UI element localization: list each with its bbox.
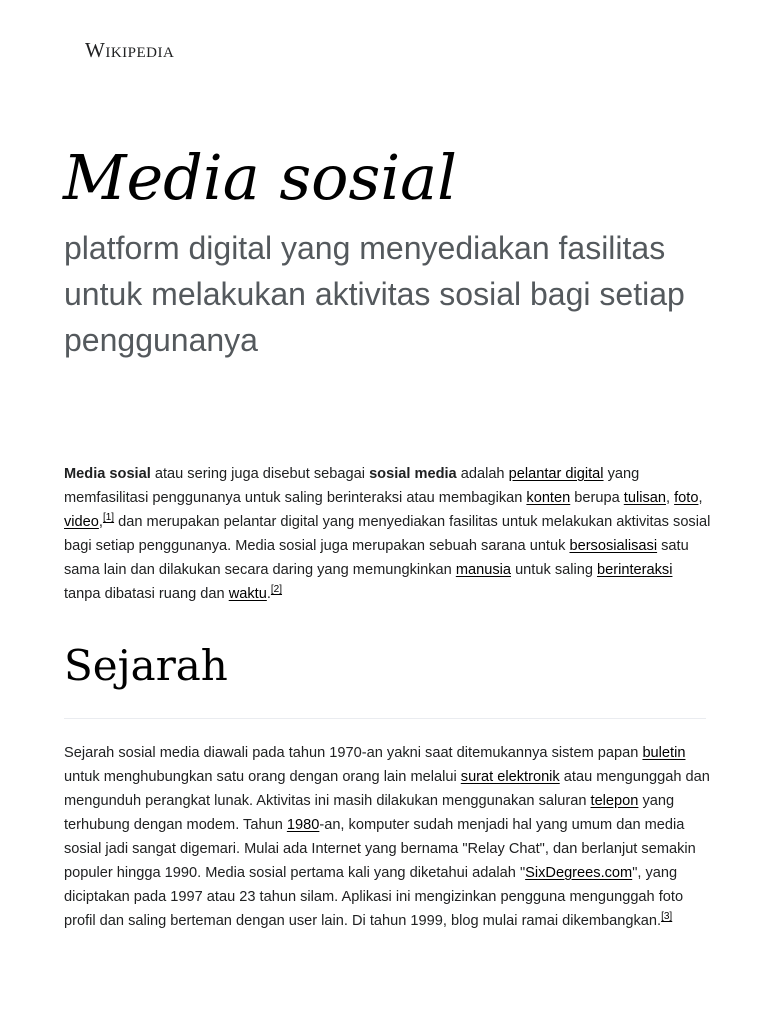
text: , — [698, 490, 703, 506]
text: atau sering juga disebut sebagai — [150, 466, 370, 482]
link-foto[interactable]: foto — [674, 490, 699, 506]
section-heading-sejarah[interactable]: Sejarah — [64, 641, 228, 690]
link-tulisan[interactable]: tulisan — [623, 490, 666, 506]
text: Sejarah sosial media diawali pada tahun 1970-an yakni saat ditemukannya sistem papan — [64, 745, 643, 761]
text: . — [266, 586, 271, 602]
link-telepon[interactable]: telepon — [590, 793, 639, 809]
text: tanpa dibatasi ruang dan — [64, 586, 229, 602]
reference-3[interactable]: [3] — [661, 911, 673, 922]
text: atau mengunggah dan mengunduh perangkat lunak. Aktivitas ini masih dilakukan menggunakan saluran — [64, 769, 710, 809]
intro-paragraph — [64, 462, 712, 606]
text: yang memfasilitasi penggunanya untuk saling berinteraksi atau membagikan — [64, 466, 640, 506]
link-berinteraksi[interactable]: berinteraksi — [597, 562, 673, 578]
text: adalah — [456, 466, 509, 482]
section-divider — [64, 718, 706, 719]
link-surat-elektronik[interactable]: surat elektronik — [460, 769, 560, 785]
text: , — [98, 514, 103, 530]
link-konten[interactable]: konten — [526, 490, 571, 506]
text: ", yang diciptakan pada 1997 atau 23 tahun silam. Aplikasi ini mengizinkan pengguna mengunggah foto profil dan saling berteman dengan user lain. Di tahun 1999, blog mulai ramai dikembangkan. — [64, 865, 684, 929]
link-pelantar-digital[interactable]: pelantar digital — [508, 466, 604, 482]
text: satu sama lain dan dilakukan secara daring yang memungkinkan — [64, 538, 689, 578]
text: untuk saling — [511, 562, 598, 578]
text: dan merupakan pelantar digital yang menyediakan fasilitas untuk melakukan aktivitas sosial bagi setiap penggunanya. Media sosial juga merupakan sebuah sarana untuk — [64, 514, 711, 554]
text: -an, komputer sudah menjadi hal yang umum dan media sosial jadi sangat digemari. Mulai ada Internet yang bernama "Relay Chat", dan berlanjut semakin populer hingga 1990. Media sosial pertama kali yang diketahui adalah " — [64, 817, 696, 881]
link-manusia[interactable]: manusia — [455, 562, 512, 578]
history-paragraph — [64, 741, 712, 933]
reference-1[interactable]: [1] — [102, 512, 115, 523]
link-waktu[interactable]: waktu — [228, 586, 267, 602]
bold-term: sosial media — [369, 466, 457, 482]
link-bersosialisasi[interactable]: bersosialisasi — [569, 538, 658, 554]
reference-2[interactable]: [2] — [270, 584, 283, 595]
bold-term: Media sosial — [64, 466, 151, 482]
link-video[interactable]: video — [64, 514, 99, 530]
page-description: platform digital yang menyediakan fasilitas untuk melakukan aktivitas sosial bagi setiap penggunanya — [64, 230, 685, 358]
link-sixdegrees[interactable]: SixDegrees.com — [525, 865, 633, 881]
page-title: Media sosial — [63, 141, 457, 214]
text: untuk menghubungkan satu orang dengan orang lain melalui — [64, 769, 461, 785]
text: yang terhubung dengan modem. Tahun — [64, 793, 675, 833]
link-buletin[interactable]: buletin — [642, 745, 686, 761]
text: berupa — [570, 490, 624, 506]
link-1980[interactable]: 1980 — [286, 817, 320, 833]
text: , — [665, 490, 675, 506]
wikipedia-wordmark[interactable]: Wikipedia — [85, 38, 175, 62]
